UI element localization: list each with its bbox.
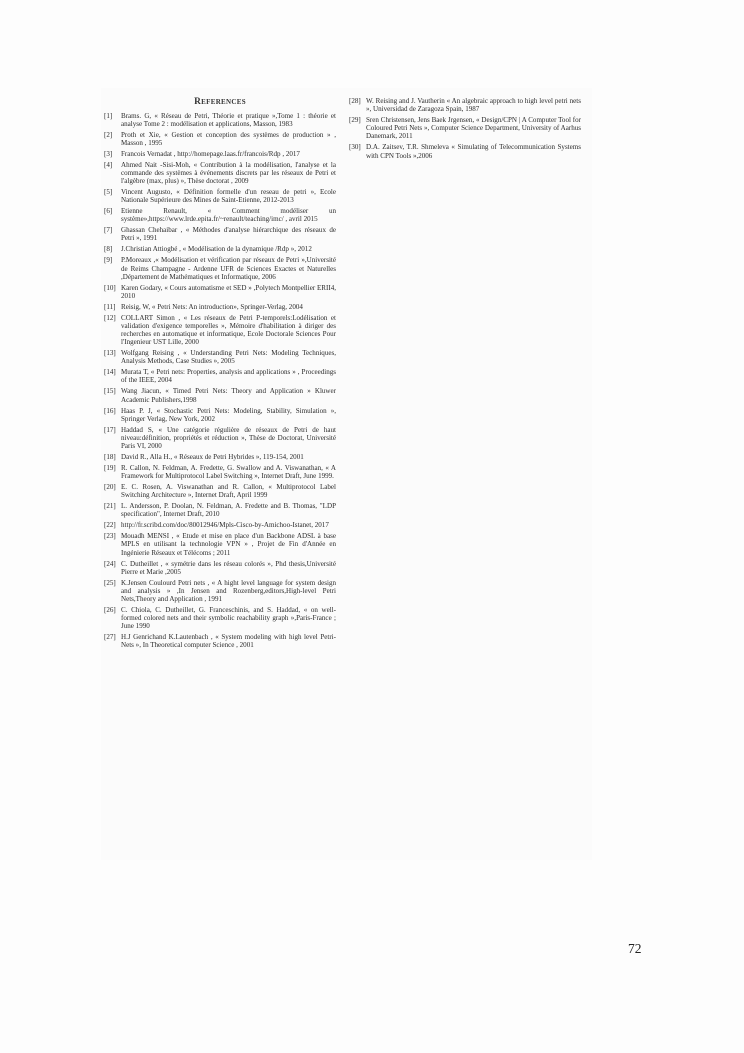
references-right-column [349,97,581,163]
reference-item [104,207,336,223]
reference-text: Proth et Xie, « Gestion et conception des systèmes de production » , Masson , 1995 [121,130,336,147]
reference-item [104,606,336,630]
reference-item [104,502,336,518]
reference-text: W. Reising and J. Vautherin « An algebraic approach to high level petri nets », Universidad de Zaragoza Spain, 1987 [366,97,581,114]
reference-text: Francois Vernadat , http://homepage.laas.fr/francois/Rdp , 2017 [121,149,300,158]
reference-item [104,579,336,603]
reference-item [104,256,336,280]
reference-item [104,633,336,649]
reference-text: Ahmed Nait -Sisi-Moh, « Contribution à la modélisation, l'analyse et la commande des systèmes à événements discrets par les réseaux de Petri et l'algèbre (max, plus) », Thèse doctorat , 2009 [121,160,336,186]
reference-number: [21] [104,502,116,511]
reference-number: [8] [104,245,113,254]
reference-text: Haas P. J, « Stochastic Petri Nets: Modeling, Stability, Simulation », Springer Verlag, New York, 2002 [121,406,336,423]
references-heading: References [194,97,246,107]
reference-number: [3] [104,149,113,158]
reference-text: http://fr.scribd.com/doc/80012946/Mpls-Cisco-by-Amichoo-Istanet, 2017 [121,521,329,530]
reference-number: [4] [104,160,113,169]
reference-text: J.Christian Attiogbé , « Modélisation de la dynamique /Rdp », 2012 [121,245,312,254]
reference-number: [17] [104,425,116,434]
reference-item [104,426,336,450]
reference-item [349,116,581,140]
reference-text: Mouadh MENSI , « Etude et mise en place d'un Backbone ADSL à base MPLS en utilisant la technologie VPN » , Projet de Fin d'Année en Ingénierie Réseaux et Télécoms ; 2011 [121,532,336,557]
reference-number: [30] [349,143,361,152]
reference-text: Wang Jiacun, « Timed Petri Nets: Theory and Application » Kluwer Academic Publishers,1998 [121,387,336,404]
reference-item [104,532,336,556]
reference-number: [20] [104,483,116,492]
reference-number: [13] [104,349,116,358]
reference-number: [7] [104,226,113,235]
reference-number: [25] [104,578,116,587]
reference-text: David R., Alla H., « Réseaux de Petri Hybrides », 119-154, 2001 [121,452,304,461]
reference-number: [23] [104,532,116,541]
reference-number: [12] [104,313,116,322]
reference-item [104,368,336,384]
references-list-left [104,112,336,650]
reference-number: [6] [104,207,113,216]
reference-item [104,226,336,242]
reference-item [104,131,336,147]
references-left-column [104,97,336,652]
reference-item [104,112,336,128]
reference-item [104,560,336,576]
reference-item [104,521,336,529]
reference-item [104,464,336,480]
reference-number: [14] [104,368,116,377]
references-list-right [349,97,581,160]
reference-number: [16] [104,406,116,415]
reference-text: Sren Christensen, Jens Baek Jrgensen, « Design/CPN | A Computer Tool for Coloured Petri Nets », Computer Science Department, University of Aarhus Danemark, 2011 [366,116,581,141]
reference-text: Reisig, W, « Petri Nets: An introduction», Springer-Verlag, 2004 [121,302,303,311]
reference-number: [2] [104,130,113,139]
reference-text: Etienne Renault, « Comment modéliser un système»,https://www.lrde.epita.fr/~renault/teaching/imc/ , avril 2015 [121,207,336,224]
reference-item [104,387,336,403]
reference-text: H.J Genrichand K.Lautenbach , « System modeling with high level Petri-Nets », In Theoretical computer Science , 2001 [121,633,336,650]
reference-item [349,97,581,113]
reference-number: [26] [104,605,116,614]
reference-item [104,150,336,158]
reference-text: Karen Godary, « Cours automatisme et SED » ,Polytech Montpellier ERII4, 2010 [121,283,336,300]
reference-number: [28] [349,97,361,105]
reference-number: [5] [104,188,113,196]
reference-text: Wolfgang Reising , « Understanding Petri Nets: Modeling Techniques, Analysis Methods, Case Studies », 2005 [121,349,336,366]
reference-number: [1] [104,111,113,120]
reference-item [104,483,336,499]
reference-number: [27] [104,633,116,642]
reference-number: [18] [104,452,116,461]
reference-text: P.Moreaux ,« Modélisation et vérification par réseaux de Petri »,Université de Reims Champagne - Ardenne UFR de Sciences Exactes et Naturelles ,Département de Mathématiques et Informatique, 2006 [121,256,336,281]
reference-text: C. Dutheillet , « symétrie dans les réseau colorés », Phd thesis,Université Pierre et Marie ,2005 [121,559,336,576]
reference-text: Brams. G, « Réseau de Petri, Théorie et pratique »,Tome 1 : théorie et analyse Tome 2 : modélisation et applications, Masson, 1983 [121,111,336,128]
reference-item [104,284,336,300]
reference-text: L. Andersson, P. Doolan, N. Feldman, A. Fredette and B. Thomas, "LDP specification", Internet Draft, 2010 [121,502,336,519]
reference-item [104,303,336,311]
reference-number: [29] [349,116,361,125]
reference-number: [11] [104,302,116,311]
reference-text: Murata T, « Petri nets: Properties, analysis and applications » , Proceedings of the IEEE, 2004 [121,368,336,385]
reference-text: Haddad S, « Une catégorie régulière de réseaux de Petri de haut niveau:définition, propriétés et réduction », Thèse de Doctorat, Université Paris VI, 2000 [121,425,336,450]
reference-number: [10] [104,283,116,292]
reference-number: [9] [104,256,113,265]
reference-text: E. C. Rosen, A. Viswanathan and R. Callon, « Multiprotocol Label Switching Architecture », Internet Draft, April 1999 [121,483,336,500]
reference-number: [19] [104,463,116,472]
reference-text: D.A. Zaitsev, T.R. Shmeleva « Simulating of Telecommunication Systems with CPN Tools »,2006 [366,143,581,160]
reference-item [104,188,336,204]
reference-item [104,161,336,185]
reference-number: [15] [104,387,116,396]
reference-text: COLLART Simon , « Les réseaux de Petri P-temporels:Lodélisation et validation d'exigence temporelles », Mémoire d'habilitation à diriger des recherches en automatique et informatique, Ecole Doctorale Sciences Pour l'Ingenieur UST Lille, 2000 [121,313,336,347]
reference-item [104,245,336,253]
reference-item [349,143,581,159]
reference-text: R. Callon, N. Feldman, A. Fredette, G. Swallow and A. Viswanathan, « A Framework for Multiprotocol Label Switching », Internet Draft, June 1999. [121,463,336,481]
reference-item [104,349,336,365]
reference-text: C. Chiola, C. Dutheillet, G. Franceschinis, and S. Haddad, « on well-formed colored nets and their symbolic reachability graph »,Paris-France ; June 1990 [121,605,336,631]
page-number: 72 [628,941,642,956]
reference-number: [22] [104,521,116,530]
reference-item [104,407,336,423]
reference-text: Ghassan Chehaibar , « Méthodes d'analyse hiérarchique des réseaux de Petri », 1991 [121,226,336,243]
reference-item [104,453,336,461]
reference-item [104,314,336,347]
reference-text: Vincent Augusto, « Définition formelle d'un reseau de petri », Ecole Nationale Supérieure des Mines de Saint-Etienne, 2012-2013 [121,188,336,205]
reference-number: [24] [104,559,116,568]
reference-text: K.Jensen Coulourd Petri nets , « A hight level language for system design and analysis » ,In Jensen and Rozenberg,editors,High-level Petri Nets,Theory and Application , 1991 [121,578,336,603]
